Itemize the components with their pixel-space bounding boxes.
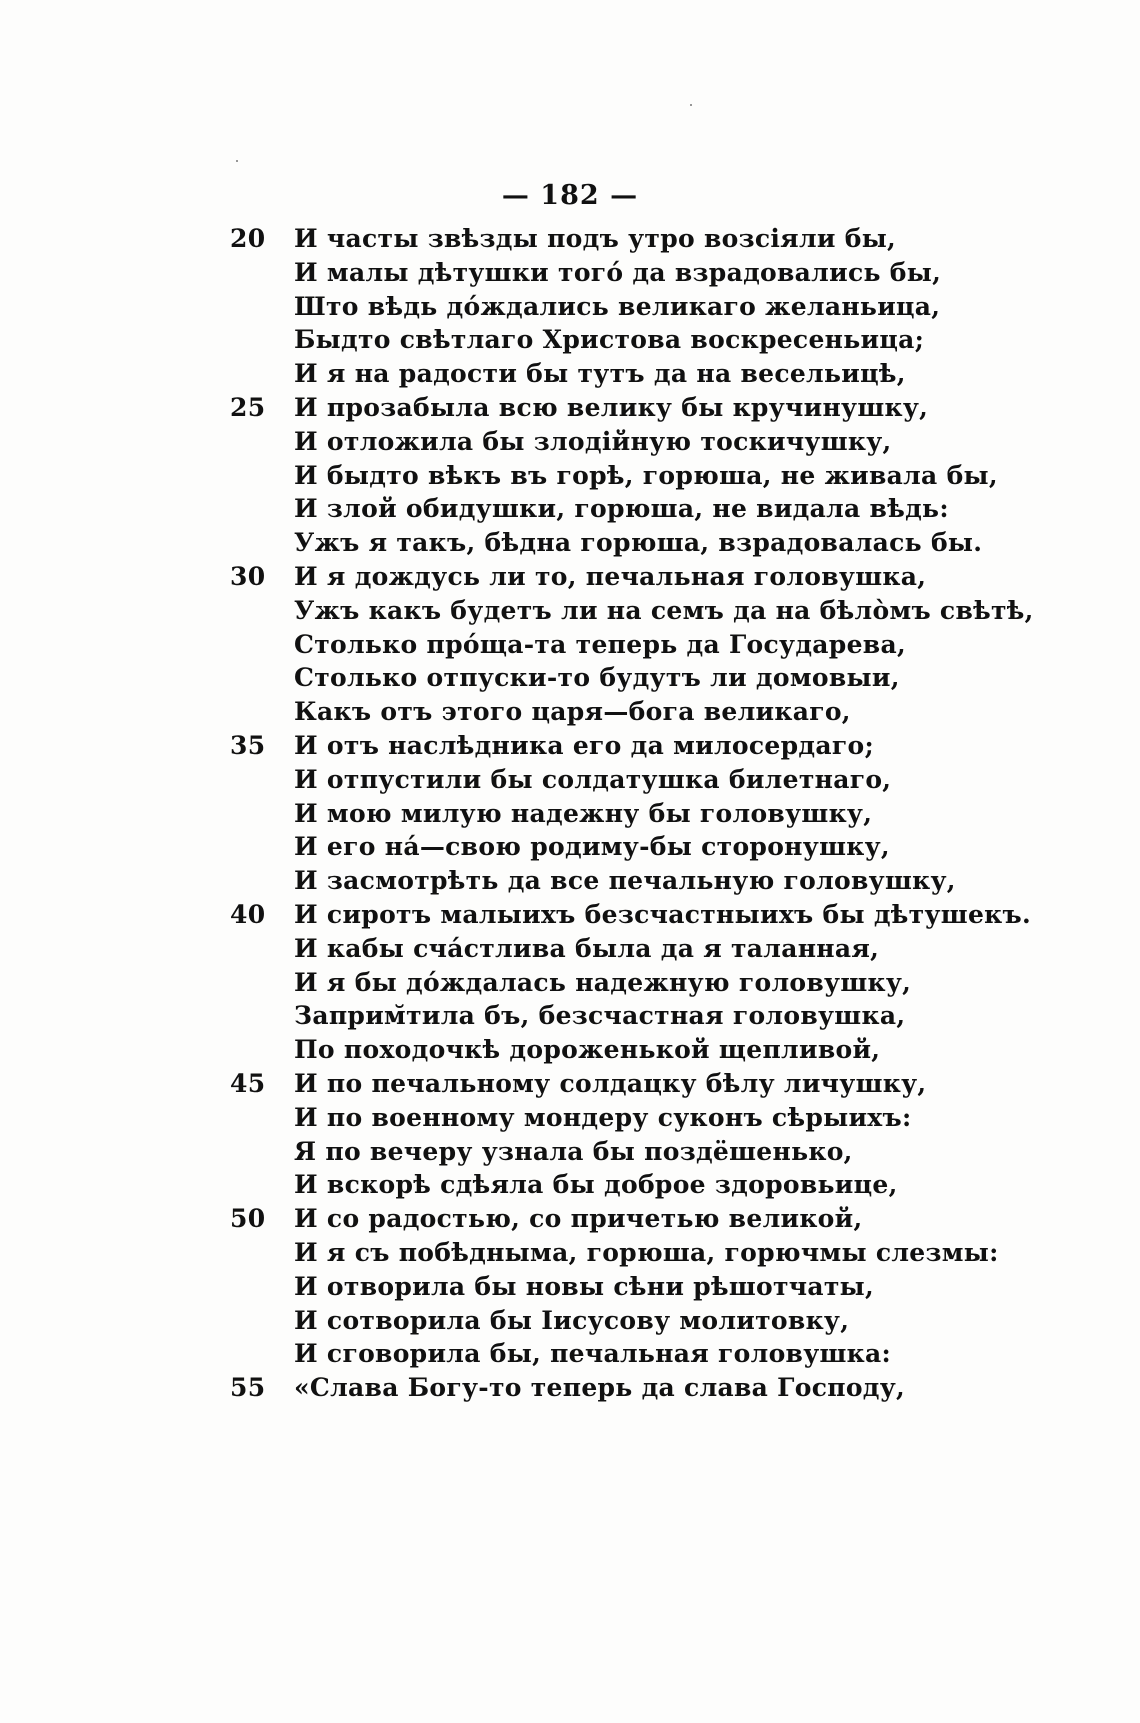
line-text: И мою милую надежну бы головушку, (294, 798, 873, 828)
paper-speck (690, 104, 692, 106)
line-number: 30 (230, 561, 266, 591)
verse-line (230, 1202, 950, 1236)
verse-line (230, 357, 950, 391)
verse-line (230, 695, 950, 729)
line-text: И быдто вѣкъ въ горѣ, горюша, не живала бы, (294, 460, 998, 490)
line-text: Ужъ я такъ, бѣдна горюша, взрадовалась бы. (294, 528, 983, 558)
verse-line (230, 560, 950, 594)
verse-line (230, 594, 1034, 628)
verse-line (230, 290, 950, 324)
line-text: Столько отпуски-то будутъ ли домовыи, (294, 663, 900, 693)
line-text: И сговорила бы, печальная головушка: (294, 1339, 892, 1369)
line-number: 50 (230, 1204, 266, 1234)
line-text: И я дождусь ли то, печальная головушка, (294, 561, 927, 591)
verse-line (230, 1337, 950, 1371)
verse-line (230, 898, 1031, 932)
line-text: И сиротъ малыихъ безсчастныихъ бы дѣтушекъ. (294, 899, 1031, 929)
verse-line (230, 729, 950, 763)
verse-line (230, 628, 950, 662)
line-text: И злой обидушки, горюша, не видала вѣдь: (294, 494, 949, 524)
verse-line (230, 526, 983, 560)
verse-line (230, 1270, 950, 1304)
line-text: И вскорѣ сдѣяла бы доброе здоровьице, (294, 1170, 898, 1200)
line-number: 40 (230, 899, 266, 929)
line-text: Быдто свѣтлаго Христова воскресеньица; (294, 325, 925, 355)
line-number: 20 (230, 224, 266, 253)
line-text: И его на́—свою родиму-бы сторонушку, (294, 832, 890, 862)
line-text: И сотворила бы Іисусову молитовку, (294, 1305, 850, 1335)
line-text: И отворила бы новы сѣни рѣшотчаты, (294, 1271, 875, 1301)
line-text: И со радостью, со причетью великой, (294, 1204, 863, 1234)
verse-line (230, 459, 998, 493)
verse-line (230, 1033, 950, 1067)
line-text: И я бы до́ждалась надежную головушку, (294, 967, 912, 997)
verse-line (230, 1135, 950, 1169)
line-text: И я съ побѣдныма, горюша, горючмы слезмы: (294, 1237, 999, 1267)
verse-line (230, 1304, 950, 1338)
line-text: Какъ отъ этого царя—бога великаго, (294, 697, 851, 727)
line-text: Што вѣдь до́ждались великаго желаньица, (294, 291, 941, 321)
verse-line (230, 797, 950, 831)
line-text: Ужъ какъ будетъ ли на семъ да на бѣло̀мъ свѣтѣ, (294, 595, 1034, 625)
page-number: — 182 — (501, 180, 639, 211)
line-text: Заприм̆тила бъ, безсчастная головушка, (294, 1001, 906, 1031)
verse-line (230, 999, 950, 1033)
line-text: И прозабыла всю велику бы кручинушку, (294, 392, 929, 422)
verse-line (230, 661, 950, 695)
line-text: И засмотрѣть да все печальную головушку, (294, 866, 956, 896)
verse-line (230, 830, 950, 864)
verse-line (230, 1067, 950, 1101)
verse-line (230, 932, 950, 966)
line-text: «Слава Богу-то теперь да слава Господу, (294, 1373, 906, 1403)
line-text: По походочкѣ дороженькой щепливой, (294, 1035, 881, 1065)
verse-line (230, 966, 950, 1000)
line-text: Я по вечеру узнала бы поздёшенько, (294, 1136, 853, 1166)
line-text: И часты звѣзды подъ утро возсіяли бы, (294, 224, 897, 253)
line-number: 35 (230, 730, 266, 760)
verse-line (230, 1168, 950, 1202)
line-number: 55 (230, 1373, 266, 1403)
line-text: Столько про́ща-та теперь да Государева, (294, 629, 906, 659)
verse-line (230, 323, 950, 357)
line-text: И отпустили бы солдатушка билетнаго, (294, 764, 892, 794)
paper-speck (236, 160, 238, 162)
line-text: И по печальному солдацку бѣлу личушку, (294, 1068, 927, 1098)
verse-line (230, 1101, 950, 1135)
line-text: И малы дѣтушки того́ да взрадовались бы, (294, 257, 942, 287)
verse-line (230, 391, 950, 425)
line-text: И кабы сча́стлива была да я таланная, (294, 933, 880, 963)
verse-line (230, 1371, 950, 1405)
verse-line (230, 256, 950, 290)
line-text: И отъ наслѣдника его да милосердаго; (294, 730, 874, 760)
verse-line (230, 425, 950, 459)
line-text: И я на радости бы тутъ да на весельицѣ, (294, 359, 906, 389)
verse-line (230, 492, 950, 526)
line-text: И отложила бы злодійную тоскичушку, (294, 426, 892, 456)
line-number: 25 (230, 392, 266, 422)
verse-line (230, 864, 956, 898)
verse-line (230, 222, 950, 256)
line-number: 45 (230, 1068, 266, 1098)
verse-block (230, 222, 1034, 1405)
verse-line (230, 763, 950, 797)
verse-line (230, 1236, 999, 1270)
line-text: И по военному мондеру суконъ сѣрыихъ: (294, 1102, 912, 1132)
